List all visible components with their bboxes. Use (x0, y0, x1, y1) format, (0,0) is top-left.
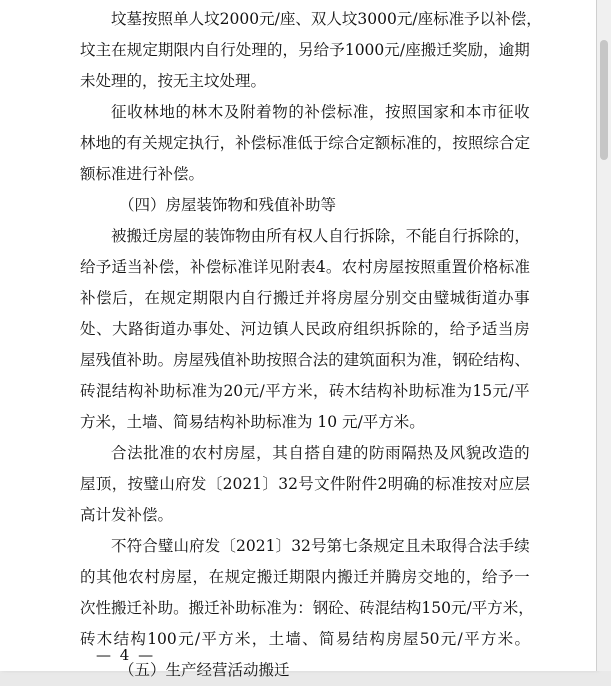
text-line: 砖 木 结 构 100 元 / 平 方 米 ， 土 墙 、 简 易 结 构 房 屋 50 元 / 平 方 米 。 (80, 630, 530, 648)
text-line: 合 法 批 准 的 农 村 房 屋 ， 其 自 搭 自 建 的 防 雨 隔 热 及 风 貌 改 造 的 (111, 444, 530, 462)
text-line: 屋 残 值 补 助 。 房 屋 残 值 补 助 按 照 合 法 的 建 筑 面 积 为 准 ， 钢 砼 结 构 、 (80, 351, 530, 369)
text-line: 坟 主 在 规 定 期 限 内 自 行 处 理 的 ， 另 给 予 1000 元 / 座 搬 迁 奖 励 ， 逾 期 (80, 41, 530, 59)
section-heading: （五）生产经营活动搬迁 (119, 661, 290, 679)
text-line: 林 地 的 有 关 规 定 执 行 ， 补 偿 标 准 低 于 综 合 定 额 标 准 的 ， 按 照 综 合 定 (80, 134, 530, 152)
vertical-scrollbar[interactable] (597, 0, 611, 671)
scrollbar-thumb[interactable] (600, 40, 608, 160)
section-heading: （四）房屋装饰物和残值补助等 (119, 196, 337, 214)
text-line: 砖 混 结 构 补 助 标 准 为 20 元 / 平 方 米 ， 砖 木 结 构 补 助 标 准 为 15 元 / 平 (80, 382, 530, 400)
text-line: 被 搬 迁 房 屋 的 装 饰 物 由 所 有 权 人 自 行 拆 除 ， 不 能 自 行 拆 除 的 ， (111, 227, 530, 245)
text-line: 未处理的，按无主坟处理。 (80, 72, 267, 90)
text-line: 的 其 他 农 村 房 屋 ， 在 规 定 搬 迁 期 限 内 搬 迁 并 腾 房 交 地 的 ， 给 予 一 (80, 568, 530, 586)
text-line: 给 予 适 当 补 偿 ， 补 偿 标 准 详 见 附 表 4 。 农 村 房 屋 按 照 重 置 价 格 标 准 (80, 258, 530, 276)
text-line: 征 收 林 地 的 林 木 及 附 着 物 的 补 偿 标 准 ， 按 照 国 家 和 本 市 征 收 (111, 103, 530, 121)
text-line: 高计发补偿。 (80, 506, 174, 524)
text-line: 额标准进行补偿。 (80, 165, 205, 183)
text-line: 处 、 大 路 街 道 办 事 处 、 河 边 镇 人 民 政 府 组 织 拆 除 的 ， 给 予 适 当 房 (80, 320, 530, 338)
text-line: 方米，土墙、简易结构补助标准为 10 元/平方米。 (80, 413, 425, 431)
text-line: 不 符 合 璧 山 府 发 〔 2021 〕 32 号 第 七 条 规 定 且 未 取 得 合 法 手 续 (111, 537, 530, 555)
page-number: — 4 — (96, 646, 156, 664)
text-line: 坟 墓 按 照 单 人 坟 2000 元 / 座 、 双 人 坟 3000 元 / 座 标 准 予 以 补 偿 ， (111, 10, 542, 28)
text-line: 次 性 搬 迁 补 助 。 搬 迁 补 助 标 准 为 ： 钢 砼 、 砖 混 结 构 150 元 / 平 方 米 ， (80, 599, 534, 617)
document-body (80, 4, 542, 686)
text-line: 屋 顶 ， 按 璧 山 府 发 〔 2021 〕 32 号 文 件 附 件 2 明 确 的 标 准 按 对 应 层 (80, 475, 530, 493)
text-line: 补 偿 后 ， 在 规 定 期 限 内 自 行 搬 迁 并 将 房 屋 分 别 交 由 璧 城 街 道 办 事 (80, 289, 530, 307)
